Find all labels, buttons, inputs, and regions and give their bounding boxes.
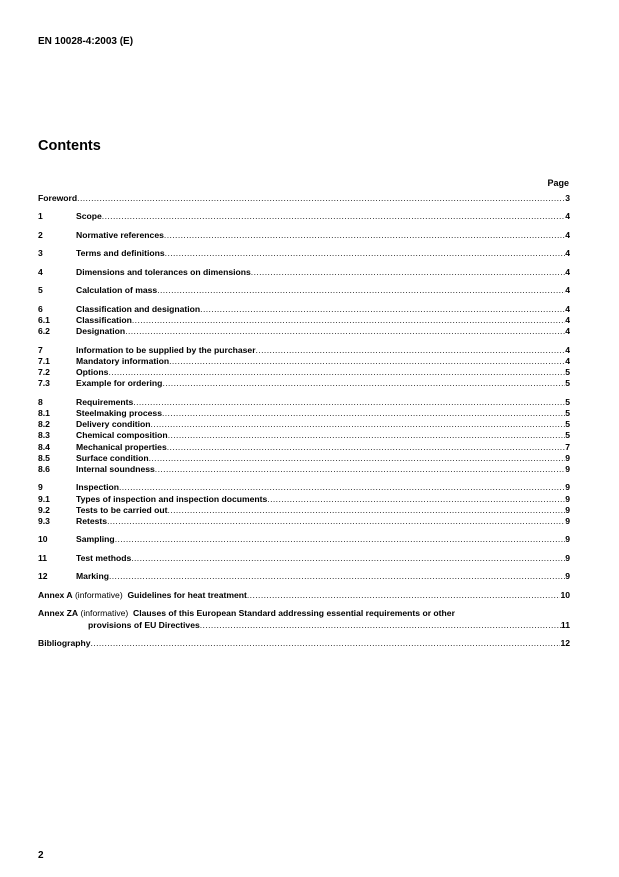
toc-number: 8.1 bbox=[38, 408, 50, 418]
toc-page: 9 bbox=[565, 493, 570, 504]
toc-label: Types of inspection and inspection documents bbox=[76, 493, 268, 504]
toc-page: 5 bbox=[565, 408, 570, 418]
page-title: Contents bbox=[38, 138, 101, 154]
toc-entry-retests[interactable] bbox=[38, 516, 570, 527]
toc-entry-tests-carried-out[interactable] bbox=[38, 505, 570, 516]
toc-entry-sampling[interactable] bbox=[38, 534, 570, 545]
toc-entry-example-ordering[interactable] bbox=[38, 378, 570, 389]
toc-entry-designation[interactable] bbox=[38, 326, 570, 337]
toc-label: Chemical composition bbox=[76, 430, 168, 441]
toc-page: 4 bbox=[565, 326, 570, 337]
toc-page: 4 bbox=[565, 285, 570, 296]
dot-leader bbox=[200, 304, 565, 315]
dot-leader bbox=[132, 315, 565, 326]
toc-number: 9.2 bbox=[38, 504, 50, 515]
dot-leader bbox=[151, 419, 566, 430]
toc-label: Surface condition bbox=[76, 452, 149, 463]
toc-page: 4 bbox=[565, 248, 570, 259]
toc-label: Designation bbox=[76, 326, 126, 337]
toc-page: 10 bbox=[560, 589, 570, 600]
toc-page: 9 bbox=[565, 482, 570, 493]
toc-entry-classification[interactable] bbox=[38, 315, 570, 326]
toc-label: Delivery condition bbox=[76, 419, 151, 430]
dot-leader bbox=[77, 193, 565, 204]
toc-number: 4 bbox=[38, 266, 43, 277]
toc-label-continuation: provisions of EU Directives bbox=[88, 619, 200, 630]
toc-number: 8.6 bbox=[38, 463, 50, 474]
dot-leader bbox=[149, 453, 566, 464]
toc-entry-calculation-of-mass[interactable] bbox=[38, 285, 570, 296]
dot-leader bbox=[256, 345, 566, 356]
toc-number: 8.4 bbox=[38, 441, 50, 452]
dot-leader bbox=[119, 482, 565, 493]
dot-leader bbox=[247, 590, 561, 601]
dot-leader bbox=[168, 505, 566, 516]
toc-number: 6 bbox=[38, 303, 43, 314]
dot-leader bbox=[91, 638, 561, 649]
toc-label: Marking bbox=[76, 571, 109, 582]
toc-number: 3 bbox=[38, 248, 43, 259]
dot-leader bbox=[164, 230, 565, 241]
dot-leader bbox=[169, 356, 565, 367]
toc-label: Clauses of this European Standard addressing essential requirements or other bbox=[133, 608, 455, 619]
toc-page: 3 bbox=[565, 193, 570, 203]
toc-label: Steelmaking process bbox=[76, 408, 162, 418]
table-of-contents bbox=[38, 193, 570, 649]
toc-number: 7.2 bbox=[38, 367, 50, 378]
toc-number: 12 bbox=[38, 571, 48, 582]
dot-leader bbox=[162, 378, 565, 389]
toc-page: 9 bbox=[565, 515, 570, 526]
toc-entry-mechanical-properties[interactable] bbox=[38, 442, 570, 453]
toc-page: 9 bbox=[565, 571, 570, 582]
toc-entry-chemical-composition[interactable] bbox=[38, 430, 570, 441]
toc-page: 4 bbox=[565, 303, 570, 314]
dot-leader bbox=[165, 248, 566, 259]
toc-entry-options[interactable] bbox=[38, 367, 570, 378]
toc-entry-bibliography[interactable] bbox=[38, 638, 570, 649]
toc-entry-information-purchaser[interactable] bbox=[38, 345, 570, 356]
toc-label: Guidelines for heat treatment bbox=[127, 589, 247, 600]
toc-number: 5 bbox=[38, 285, 43, 296]
toc-number: 7 bbox=[38, 344, 43, 355]
annex-qualifier: (informative) bbox=[74, 589, 123, 600]
toc-number: 11 bbox=[38, 552, 48, 563]
toc-label: Bibliography bbox=[38, 638, 91, 649]
toc-entry-scope[interactable] bbox=[38, 211, 570, 222]
toc-page: 7 bbox=[565, 441, 570, 452]
annex-qualifier: (informative) bbox=[80, 608, 129, 619]
annex-label: Annex ZA bbox=[38, 608, 79, 619]
toc-entry-foreword[interactable] bbox=[38, 193, 570, 204]
toc-entry-annex-a[interactable] bbox=[38, 590, 570, 601]
dot-leader bbox=[157, 285, 565, 296]
toc-entry-mandatory-information[interactable] bbox=[38, 356, 570, 367]
toc-label: Example for ordering bbox=[76, 378, 163, 389]
toc-entry-steelmaking-process[interactable] bbox=[38, 408, 570, 419]
toc-label: Scope bbox=[76, 211, 102, 222]
toc-label: Normative references bbox=[76, 229, 164, 240]
toc-page: 5 bbox=[565, 396, 570, 407]
toc-number: 1 bbox=[38, 211, 43, 222]
toc-entry-marking[interactable] bbox=[38, 571, 570, 582]
toc-number: 9 bbox=[38, 482, 43, 493]
toc-number: 9.3 bbox=[38, 515, 50, 526]
toc-entry-internal-soundness[interactable] bbox=[38, 464, 570, 475]
toc-label: Mechanical properties bbox=[76, 441, 167, 452]
toc-number: 8.2 bbox=[38, 419, 50, 430]
toc-page: 4 bbox=[565, 266, 570, 277]
toc-label: Retests bbox=[76, 515, 108, 526]
dot-leader bbox=[102, 211, 565, 222]
toc-label: Test methods bbox=[76, 552, 132, 563]
toc-label: Tests to be carried out bbox=[76, 504, 168, 515]
dot-leader bbox=[108, 367, 565, 378]
toc-entry-requirements[interactable] bbox=[38, 397, 570, 408]
toc-page: 4 bbox=[565, 355, 570, 366]
toc-number: 8.5 bbox=[38, 452, 50, 463]
toc-page: 9 bbox=[565, 504, 570, 515]
toc-entry-surface-condition[interactable] bbox=[38, 453, 570, 464]
toc-page: 5 bbox=[565, 419, 570, 430]
toc-page: 11 bbox=[560, 619, 570, 630]
toc-label: Requirements bbox=[76, 396, 134, 407]
toc-number: 7.1 bbox=[38, 355, 50, 366]
annex-label: Annex A bbox=[38, 589, 73, 600]
toc-label: Sampling bbox=[76, 534, 115, 545]
toc-label: Classification and designation bbox=[76, 303, 201, 314]
toc-entry-inspection[interactable] bbox=[38, 482, 570, 493]
page-column-label: Page bbox=[547, 178, 569, 188]
toc-entry-terms-definitions[interactable] bbox=[38, 248, 570, 259]
dot-leader bbox=[155, 464, 565, 475]
toc-number: 8 bbox=[38, 396, 43, 407]
toc-label: Internal soundness bbox=[76, 463, 155, 474]
dot-leader bbox=[131, 553, 565, 564]
dot-leader bbox=[107, 516, 565, 527]
toc-number: 8.3 bbox=[38, 430, 50, 441]
toc-label: Terms and definitions bbox=[76, 248, 165, 259]
page-number: 2 bbox=[38, 850, 44, 861]
document-header: EN 10028-4:2003 (E) bbox=[38, 36, 134, 47]
toc-number: 10 bbox=[38, 534, 48, 545]
toc-label: Inspection bbox=[76, 482, 119, 493]
toc-page: 5 bbox=[565, 367, 570, 378]
dot-leader bbox=[251, 267, 565, 278]
toc-number: 2 bbox=[38, 229, 43, 240]
toc-label: Classification bbox=[76, 315, 132, 326]
toc-number: 6.1 bbox=[38, 315, 50, 326]
dot-leader bbox=[109, 571, 565, 582]
dot-leader bbox=[167, 442, 565, 453]
toc-page: 9 bbox=[565, 452, 570, 463]
toc-page: 5 bbox=[565, 430, 570, 441]
toc-page: 4 bbox=[565, 211, 570, 222]
toc-entry-annex-za-continuation[interactable] bbox=[38, 620, 570, 631]
dot-leader bbox=[115, 534, 566, 545]
toc-entry-inspection-documents[interactable] bbox=[38, 494, 570, 505]
toc-label: Calculation of mass bbox=[76, 285, 158, 296]
toc-entry-classification-designation[interactable] bbox=[38, 304, 570, 315]
toc-page: 9 bbox=[565, 463, 570, 474]
toc-page: 12 bbox=[560, 638, 570, 649]
dot-leader bbox=[168, 430, 566, 441]
toc-label: Dimensions and tolerances on dimensions bbox=[76, 266, 251, 277]
toc-page: 5 bbox=[565, 378, 570, 389]
toc-label: Information to be supplied by the purchaser bbox=[76, 344, 256, 355]
dot-leader bbox=[133, 397, 565, 408]
dot-leader bbox=[162, 408, 565, 419]
toc-number: 7.3 bbox=[38, 378, 50, 389]
dot-leader bbox=[200, 620, 561, 631]
toc-page: 4 bbox=[565, 229, 570, 240]
toc-label: Options bbox=[76, 367, 109, 378]
toc-entry-normative-references[interactable] bbox=[38, 230, 570, 241]
toc-page: 9 bbox=[565, 534, 570, 545]
toc-entry-annex-za[interactable] bbox=[38, 608, 570, 619]
toc-page: 9 bbox=[565, 552, 570, 563]
toc-entry-delivery-condition[interactable] bbox=[38, 419, 570, 430]
toc-page: 4 bbox=[565, 344, 570, 355]
toc-label: Foreword bbox=[38, 193, 78, 203]
toc-number: 9.1 bbox=[38, 493, 50, 504]
toc-page: 4 bbox=[565, 315, 570, 326]
dot-leader bbox=[267, 494, 565, 505]
dot-leader bbox=[125, 326, 565, 337]
toc-label: Mandatory information bbox=[76, 355, 170, 366]
toc-entry-test-methods[interactable] bbox=[38, 553, 570, 564]
toc-entry-dimensions[interactable] bbox=[38, 267, 570, 278]
toc-number: 6.2 bbox=[38, 326, 50, 337]
